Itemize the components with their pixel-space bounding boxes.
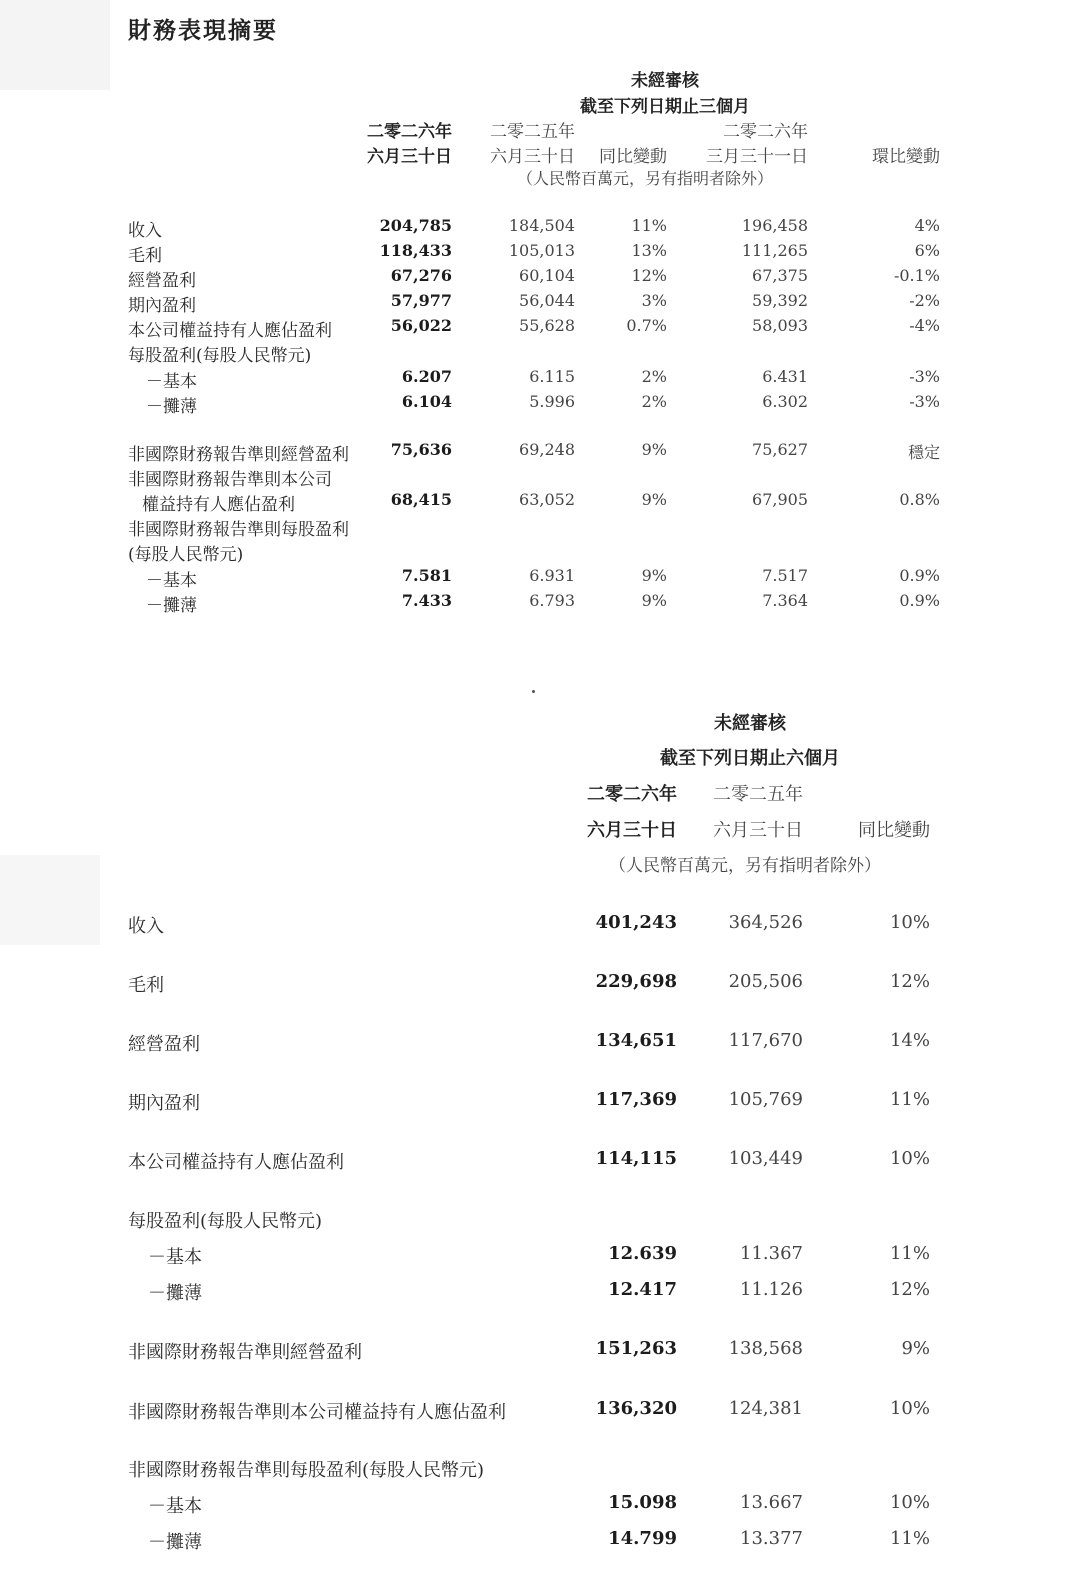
page-title: 財務表現摘要 [128,18,278,44]
t2-row-label: 毛利 [128,975,164,996]
t2-col2-date: 六月三十日 [713,820,803,841]
t1-cell-v1: 6.104 [401,392,452,411]
t1-unit-note: （人民幣百萬元，另有指明者除外） [516,169,773,188]
t1-col2-date: 六月三十日 [490,147,575,167]
t2-cell-v2: 103,449 [728,1148,803,1169]
t2-row-label: 本公司權益持有人應佔盈利 [128,1152,344,1173]
t1-col4-date: 三月三十一日 [706,147,808,167]
t2-cell-v3: 11% [889,1528,930,1549]
t1-cell-v5: 穩定 [907,443,940,462]
t1-cell-v3: 9% [641,440,667,459]
t1-cell-v4: 6.302 [762,392,808,411]
t1-cell-v3: 13% [631,241,667,260]
t1-cell-v2: 184,504 [508,216,575,235]
t2-cell-v2: 13.377 [740,1528,803,1549]
t1-cell-v2: 60,104 [519,266,575,285]
t1-period-header: 截至下列日期止三個月 [580,97,750,117]
t1-cell-v2: 6.931 [529,566,575,585]
t1-cell-v1: 56,022 [390,316,452,335]
t1-cell-v2: 5.996 [529,392,575,411]
t2-cell-v3: 10% [889,1398,930,1419]
t2-cell-v1: 117,369 [595,1089,677,1110]
t2-cell-v1: 401,243 [595,912,677,933]
t2-row-label: 非國際財務報告準則每股盈利(每股人民幣元) [128,1460,485,1481]
t2-cell-v3: 10% [889,912,930,933]
t2-cell-v1: 15.098 [608,1492,677,1513]
t2-cell-v3: 11% [889,1243,930,1264]
t1-cell-v4: 7.364 [762,591,808,610]
t2-row-label: 收入 [128,916,164,937]
scan-smudge [0,0,110,90]
t1-cell-v5: -3% [909,367,940,386]
t1-col1-year: 二零二六年 [367,122,452,142]
t1-cell-v2: 105,013 [508,241,575,260]
t1-cell-v3: 3% [641,291,667,310]
t1-row-label: 非國際財務報告準則本公司 [128,470,332,490]
t2-cell-v2: 11.126 [740,1279,803,1300]
t2-cell-v1: 114,115 [595,1148,677,1169]
t1-cell-v5: 0.8% [899,490,940,509]
t1-cell-v1: 68,415 [390,490,452,509]
t2-unit-note: （人民幣百萬元，另有指明者除外） [609,856,881,876]
t1-cell-v4: 67,375 [752,266,808,285]
t1-col5-header: 環比變動 [872,147,940,167]
t2-row-label: 經營盈利 [128,1034,200,1055]
t2-cell-v2: 105,769 [728,1089,803,1110]
t1-cell-v1: 6.207 [401,367,452,386]
t2-cell-v3: 9% [901,1338,930,1359]
scan-smudge [0,855,100,945]
t1-cell-v1: 7.433 [401,591,452,610]
t1-cell-v5: 4% [914,216,940,235]
t1-cell-v3: 9% [641,591,667,610]
t1-row-label: －基本 [146,372,197,392]
t1-cell-v2: 55,628 [519,316,575,335]
t1-row-label: －攤薄 [146,596,197,616]
t1-row-label: 毛利 [128,246,162,266]
t1-cell-v5: -0.1% [893,266,940,285]
t1-cell-v1: 67,276 [390,266,452,285]
t1-col1-date: 六月三十日 [367,147,452,167]
t1-cell-v1: 75,636 [390,440,452,459]
t1-cell-v3: 11% [631,216,667,235]
t1-cell-v3: 2% [641,367,667,386]
t2-cell-v1: 134,651 [595,1030,677,1051]
t2-row-label: －基本 [148,1247,202,1268]
t1-cell-v2: 69,248 [519,440,575,459]
t1-cell-v5: 0.9% [899,591,940,610]
t1-row-label: 非國際財務報告準則經營盈利 [128,445,349,465]
t2-cell-v3: 14% [889,1030,930,1051]
t2-cell-v3: 11% [889,1089,930,1110]
t2-cell-v3: 10% [889,1148,930,1169]
t1-cell-v1: 7.581 [401,566,452,585]
t1-row-label: 本公司權益持有人應佔盈利 [128,321,332,341]
t2-col1-year: 二零二六年 [587,784,677,805]
t1-cell-v1: 57,977 [390,291,452,310]
t1-cell-v1: 118,433 [379,241,452,260]
t2-col1-date: 六月三十日 [587,820,677,841]
t2-cell-v2: 13.667 [740,1492,803,1513]
t2-cell-v1: 12.417 [608,1279,677,1300]
t1-cell-v1: 204,785 [379,216,452,235]
t1-cell-v3: 0.7% [626,316,667,335]
t2-row-label: －基本 [148,1496,202,1517]
t2-cell-v2: 205,506 [728,971,803,992]
t1-cell-v3: 9% [641,566,667,585]
t2-row-label: 非國際財務報告準則經營盈利 [128,1342,362,1363]
t2-row-label: 非國際財務報告準則本公司權益持有人應佔盈利 [128,1402,506,1423]
t2-cell-v2: 138,568 [728,1338,803,1359]
t1-cell-v4: 67,905 [752,490,808,509]
t2-cell-v3: 10% [889,1492,930,1513]
t1-row-label: 期內盈利 [128,296,196,316]
t1-cell-v4: 196,458 [741,216,808,235]
t2-cell-v1: 14.799 [608,1528,677,1549]
t1-cell-v2: 6.793 [529,591,575,610]
t2-unaudited-header: 未經審核 [714,713,786,734]
t1-cell-v4: 59,392 [752,291,808,310]
t1-row-label: －攤薄 [146,397,197,417]
t1-row-label: (每股人民幣元) [128,545,244,565]
t1-cell-v5: -2% [909,291,940,310]
t1-cell-v2: 56,044 [519,291,575,310]
t1-cell-v4: 58,093 [752,316,808,335]
stray-dot [532,690,535,693]
t1-cell-v5: -3% [909,392,940,411]
t1-row-label: 非國際財務報告準則每股盈利 [128,520,349,540]
t1-col4-year: 二零二六年 [723,122,808,142]
t1-cell-v4: 111,265 [741,241,808,260]
t2-row-label: 期內盈利 [128,1093,200,1114]
t2-cell-v3: 12% [889,1279,930,1300]
t2-col2-year: 二零二五年 [713,784,803,805]
t2-cell-v1: 229,698 [595,971,677,992]
t1-row-label: 每股盈利(每股人民幣元) [128,346,312,366]
t2-cell-v1: 12.639 [608,1243,677,1264]
t1-cell-v4: 6.431 [762,367,808,386]
t2-cell-v1: 151,263 [595,1338,677,1359]
t1-cell-v4: 75,627 [752,440,808,459]
t2-cell-v2: 117,670 [728,1030,803,1051]
t2-cell-v1: 136,320 [595,1398,677,1419]
t1-row-label: 收入 [128,221,162,241]
t2-period-header: 截至下列日期止六個月 [660,748,840,769]
t1-row-label: －基本 [146,571,197,591]
t2-row-label: －攤薄 [148,1532,202,1553]
t1-cell-v3: 2% [641,392,667,411]
t1-cell-v5: 0.9% [899,566,940,585]
t1-cell-v2: 63,052 [519,490,575,509]
t2-row-label: 每股盈利(每股人民幣元) [128,1211,323,1232]
t1-row-label: 經營盈利 [128,271,196,291]
t1-col2-year: 二零二五年 [490,122,575,142]
t1-cell-v5: -4% [909,316,940,335]
t2-cell-v2: 124,381 [728,1398,803,1419]
t1-unaudited-header: 未經審核 [631,71,699,91]
t2-cell-v3: 12% [889,971,930,992]
t1-col3-header: 同比變動 [599,147,667,167]
t2-row-label: －攤薄 [148,1283,202,1304]
t1-cell-v3: 12% [631,266,667,285]
t1-row-label: 權益持有人應佔盈利 [142,495,295,515]
t2-col3-header: 同比變動 [858,820,930,841]
t1-cell-v3: 9% [641,490,667,509]
t1-cell-v5: 6% [914,241,940,260]
t2-cell-v2: 11.367 [740,1243,803,1264]
t2-cell-v2: 364,526 [728,912,803,933]
t1-cell-v2: 6.115 [529,367,575,386]
t1-cell-v4: 7.517 [762,566,808,585]
